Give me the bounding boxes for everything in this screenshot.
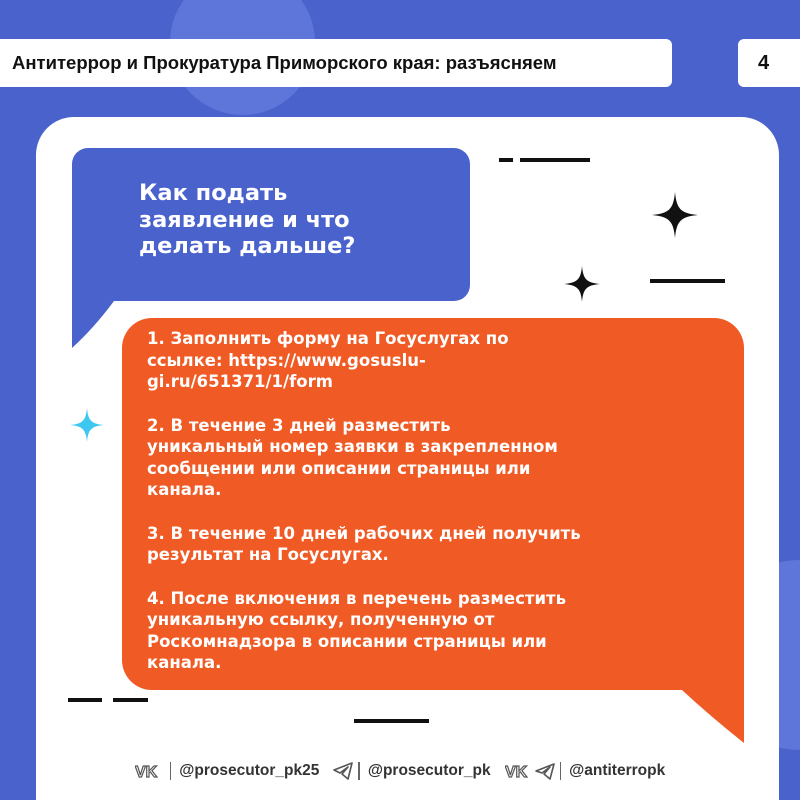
handle-text: @antiterropk [569, 762, 666, 779]
vk-icon [135, 763, 165, 779]
separator [358, 762, 360, 780]
handle-text: @prosecutor_pk [367, 762, 491, 779]
title-line: Как подать [139, 180, 288, 206]
decorative-dash [650, 279, 725, 283]
separator [170, 762, 172, 780]
svg-text:VK: VK [504, 764, 527, 780]
social-handle[interactable] [333, 762, 490, 780]
social-handle[interactable] [135, 762, 320, 780]
svg-text:VK: VK [134, 764, 158, 779]
page-number-badge [738, 39, 800, 87]
step-item: 1. Заполнить форму на Госуслугах по ссылке: https://www.gosuslu- gi.ru/651371/1/form [147, 329, 509, 391]
telegram-icon [333, 762, 353, 780]
vk-telegram-icon [505, 762, 555, 780]
header-banner [0, 39, 672, 87]
title-line: заявление и что [139, 206, 350, 233]
sparkle-icon [652, 192, 698, 238]
decorative-dash [68, 698, 102, 702]
steps-list [147, 328, 743, 696]
page-number: 4 [758, 51, 770, 74]
step-item: 3. В течение 10 дней рабочих дней получить результат на Госуслугах. [147, 523, 581, 564]
card-title [139, 180, 355, 260]
decorative-dash [499, 158, 513, 162]
step-item: 4. После включения в перечень разместить уникальную ссылку, полученную от Роскомнадзора в описании страницы или канала. [147, 588, 567, 672]
handle-text: @prosecutor_pk25 [179, 762, 320, 779]
title-line: делать дальше? [139, 233, 356, 259]
header-title: Антитеррор и Прокуратура Приморского края: разъясняем [12, 52, 557, 73]
decorative-dash [520, 158, 590, 162]
separator [560, 762, 562, 780]
social-handle[interactable] [505, 762, 666, 780]
sparkle-icon [564, 266, 600, 302]
sparkle-icon [70, 408, 104, 442]
footer-social-handles [0, 758, 800, 784]
step-item: 2. В течение 3 дней разместить уникальный номер заявки в закрепленном сообщении или описании страницы или канала. [147, 415, 558, 499]
